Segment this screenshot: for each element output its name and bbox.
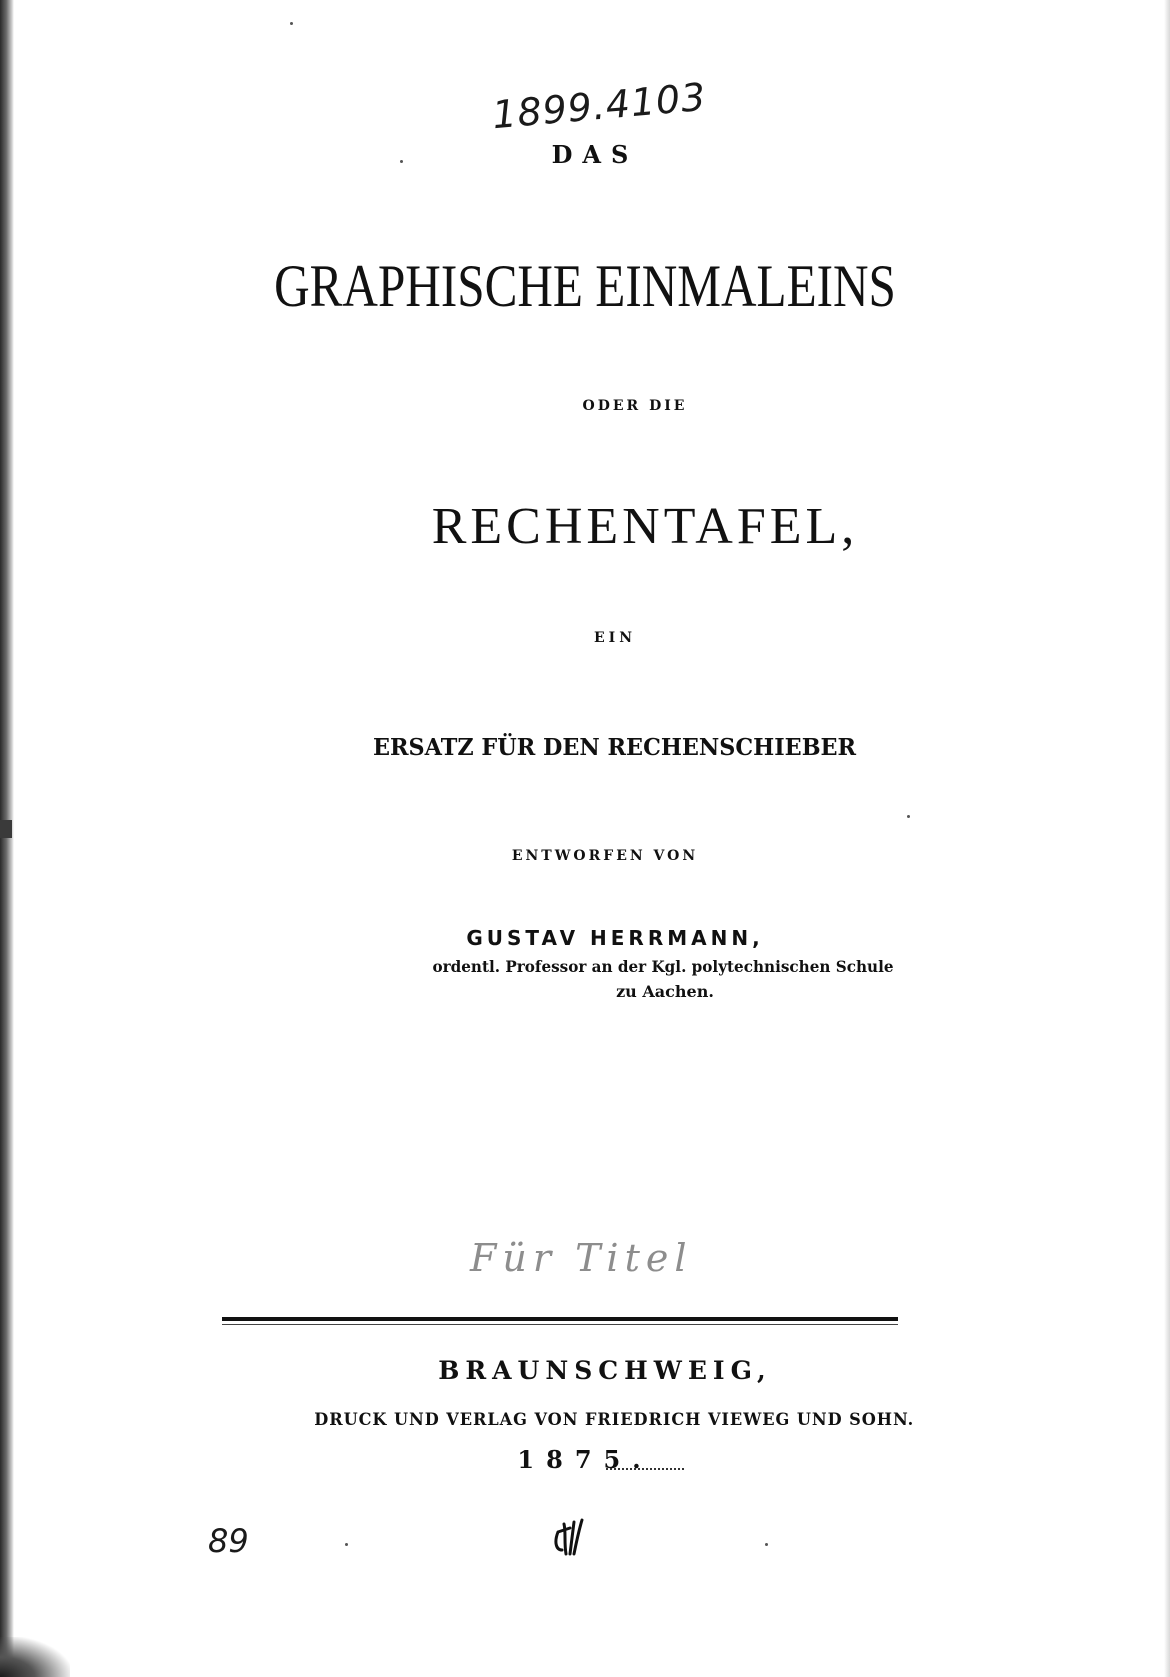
title-connector: ODER DIE bbox=[582, 398, 688, 414]
main-title: GRAPHISCHE EINMALEINS bbox=[274, 253, 896, 319]
title-description: ERSATZ FÜR DEN RECHENSCHIEBER bbox=[373, 734, 857, 761]
author-position: ordentl. Professor an der Kgl. polytechnischen Schule bbox=[432, 957, 894, 976]
imprint-year: 1875. bbox=[517, 1445, 653, 1474]
speck bbox=[290, 22, 293, 25]
author-intro: ENTWORFEN VON bbox=[511, 848, 699, 864]
year-dotted-tail bbox=[606, 1468, 684, 1470]
book-spine-shadow bbox=[0, 0, 14, 1677]
title-article: DAS bbox=[551, 140, 639, 169]
imprint-rule-thin bbox=[222, 1324, 898, 1325]
title-connector-2: EIN bbox=[593, 630, 637, 646]
author-name: GUSTAV HERRMANN, bbox=[466, 926, 764, 950]
speck bbox=[907, 815, 910, 818]
spine-mark bbox=[0, 820, 12, 838]
speck bbox=[765, 1543, 768, 1546]
imprint-place: BRAUNSCHWEIG, bbox=[438, 1356, 772, 1385]
handwritten-initials-icon bbox=[552, 1516, 602, 1556]
speck bbox=[345, 1543, 348, 1546]
subtitle: RECHENTAFEL, bbox=[431, 498, 859, 555]
accession-number-handwritten: 1899.4103 bbox=[490, 74, 709, 138]
imprint-rule bbox=[222, 1317, 898, 1321]
page-mark-handwritten: 89 bbox=[208, 1522, 249, 1560]
imprint-publisher: DRUCK UND VERLAG VON FRIEDRICH VIEWEG UND SOHN. bbox=[314, 1410, 915, 1430]
author-city: zu Aachen. bbox=[616, 982, 714, 1001]
corner-shadow bbox=[0, 1637, 70, 1677]
pencil-note: Für Titel bbox=[470, 1236, 693, 1280]
